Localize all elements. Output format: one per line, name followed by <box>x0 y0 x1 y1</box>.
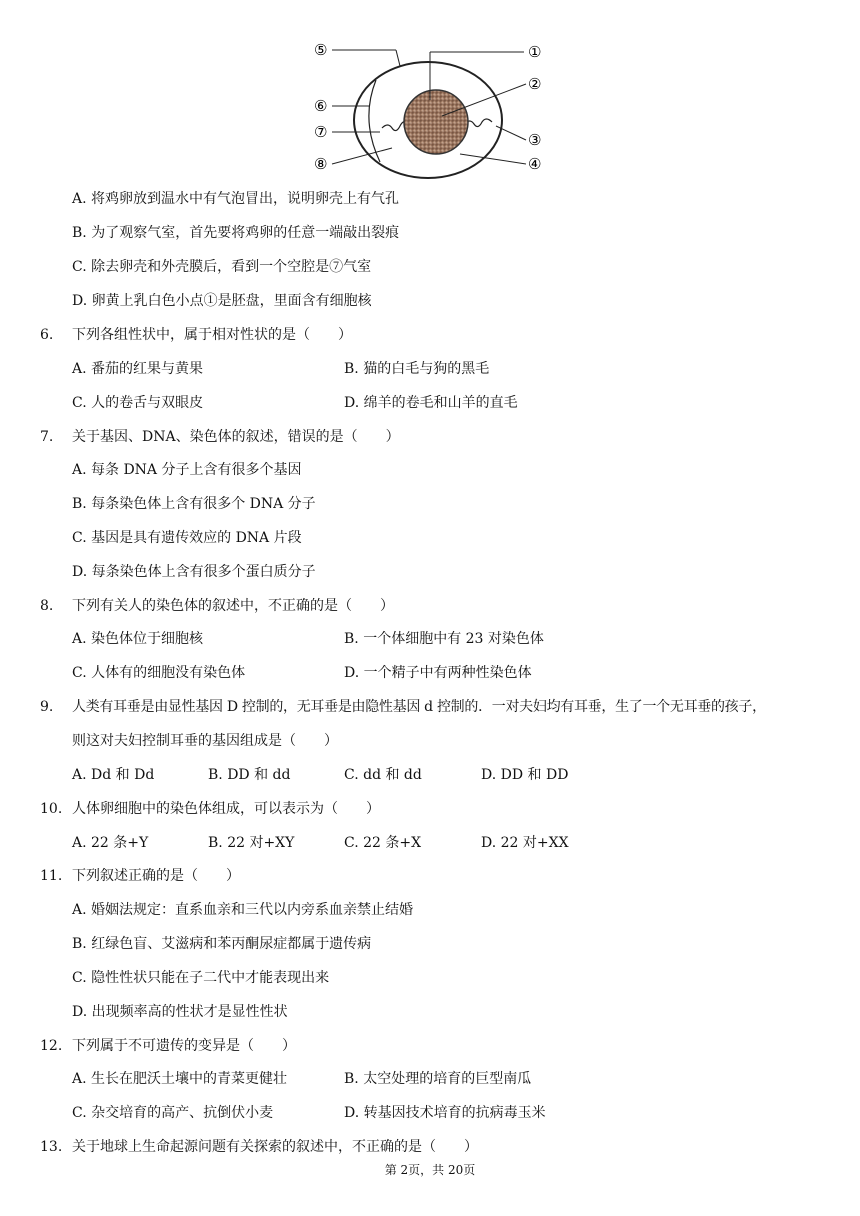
q7-stem: 关于基因、DNA、染色体的叙述，错误的是（ ） <box>72 429 400 445</box>
q9-option-d: D. DD 和 DD <box>481 767 569 783</box>
q10-option-b: B. 22 对+XY <box>208 835 295 851</box>
q13-stem: 关于地球上生命起源问题有关探索的叙述中，不正确的是（ ） <box>72 1139 478 1155</box>
diagram-label-8: ⑧ <box>314 155 328 173</box>
q11-option-a: A. 婚姻法规定：直系血亲和三代以内旁系血亲禁止结婚 <box>72 902 414 918</box>
q7-option-d: D. 每条染色体上含有很多个蛋白质分子 <box>72 564 316 580</box>
q11-stem: 下列叙述正确的是（ ） <box>72 868 240 884</box>
q12-option-b: B. 太空处理的培育的巨型南瓜 <box>344 1071 532 1087</box>
q8-option-a: A. 染色体位于细胞核 <box>72 631 204 647</box>
q13-number: 13. <box>40 1139 63 1155</box>
q8-number: 8. <box>40 598 54 614</box>
q6-option-b: B. 猫的白毛与狗的黑毛 <box>344 361 490 377</box>
q10-number: 10. <box>40 801 63 817</box>
q7-option-a: A. 每条 DNA 分子上含有很多个基因 <box>72 462 302 478</box>
page-footer: 第 2页，共 20页 <box>384 1163 476 1177</box>
diagram-label-6: ⑥ <box>314 97 328 115</box>
q9-option-a: A. Dd 和 Dd <box>72 767 155 783</box>
q9-option-c: C. dd 和 dd <box>344 767 422 783</box>
q9-stem-line1: 人类有耳垂是由显性基因 D 控制的，无耳垂是由隐性基因 d 控制的．一对夫妇均有耳垂，生了一个无耳垂的孩子， <box>72 699 766 715</box>
diagram-label-7: ⑦ <box>314 123 328 141</box>
q9-option-b: B. DD 和 dd <box>208 767 291 783</box>
q12-option-c: C. 杂交培育的高产、抗倒伏小麦 <box>72 1105 274 1121</box>
q7-number: 7. <box>40 429 54 445</box>
egg-structure-diagram <box>300 36 560 184</box>
q5-option-a: A. 将鸡卵放到温水中有气泡冒出，说明卵壳上有气孔 <box>72 191 400 207</box>
q6-option-c: C. 人的卷舌与双眼皮 <box>72 395 204 411</box>
q12-stem: 下列属于不可遗传的变异是（ ） <box>72 1038 296 1054</box>
diagram-label-2: ② <box>528 75 542 93</box>
q8-option-c: C. 人体有的细胞没有染色体 <box>72 665 246 681</box>
diagram-label-3: ③ <box>528 131 542 149</box>
q6-number: 6. <box>40 327 54 343</box>
diagram-label-5: ⑤ <box>314 41 328 59</box>
q12-option-a: A. 生长在肥沃土壤中的青菜更健壮 <box>72 1071 288 1087</box>
q12-option-d: D. 转基因技术培育的抗病毒玉米 <box>344 1105 546 1121</box>
q5-option-d: D. 卵黄上乳白色小点①是胚盘，里面含有细胞核 <box>72 293 372 309</box>
q8-stem: 下列有关人的染色体的叙述中，不正确的是（ ） <box>72 598 394 614</box>
q5-option-c: C. 除去卵壳和外壳膜后，看到一个空腔是⑦气室 <box>72 259 372 275</box>
q6-stem: 下列各组性状中，属于相对性状的是（ ） <box>72 327 352 343</box>
q10-stem: 人体卵细胞中的染色体组成，可以表示为（ ） <box>72 801 380 817</box>
q11-option-b: B. 红绿色盲、艾滋病和苯丙酮尿症都属于遗传病 <box>72 936 372 952</box>
q8-option-b: B. 一个体细胞中有 23 对染色体 <box>344 631 544 647</box>
q11-option-d: D. 出现频率高的性状才是显性性状 <box>72 1004 288 1020</box>
q10-option-c: C. 22 条+X <box>344 835 422 851</box>
q11-number: 11. <box>40 868 63 884</box>
q10-option-d: D. 22 对+XX <box>481 835 569 851</box>
diagram-label-1: ① <box>528 43 542 61</box>
q9-number: 9. <box>40 699 54 715</box>
egg-yolk <box>404 90 468 154</box>
q10-option-a: A. 22 条+Y <box>72 835 149 851</box>
q5-option-b: B. 为了观察气室，首先要将鸡卵的任意一端敲出裂痕 <box>72 225 400 241</box>
q6-option-a: A. 番茄的红果与黄果 <box>72 361 204 377</box>
q11-option-c: C. 隐性性状只能在子二代中才能表现出来 <box>72 970 330 986</box>
q6-option-d: D. 绵羊的卷毛和山羊的直毛 <box>344 395 518 411</box>
q12-number: 12. <box>40 1038 63 1054</box>
q9-stem-line2: 则这对夫妇控制耳垂的基因组成是（ ） <box>72 733 338 749</box>
q8-option-d: D. 一个精子中有两种性染色体 <box>344 665 532 681</box>
q7-option-b: B. 每条染色体上含有很多个 DNA 分子 <box>72 496 316 512</box>
q7-option-c: C. 基因是具有遗传效应的 DNA 片段 <box>72 530 302 546</box>
diagram-label-4: ④ <box>528 155 542 173</box>
